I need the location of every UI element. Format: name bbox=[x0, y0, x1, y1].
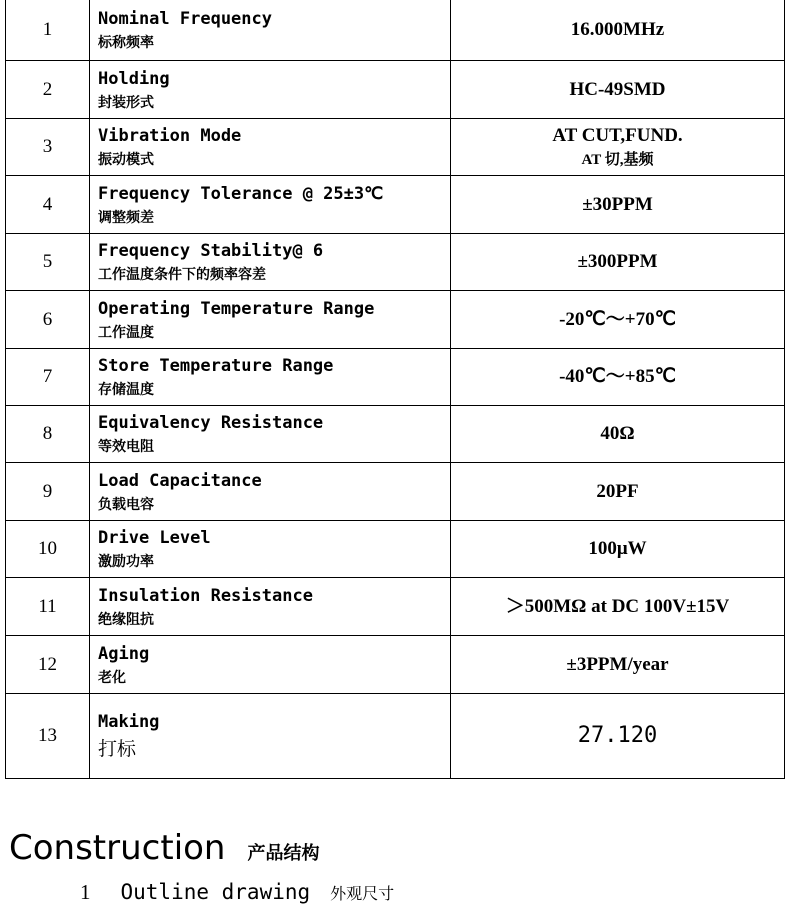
construction-title: Construction bbox=[9, 828, 226, 868]
parameter-cell bbox=[90, 636, 451, 694]
parameter-name-en: Equivalency Resistance bbox=[98, 413, 324, 433]
table-row bbox=[6, 694, 785, 779]
parameter-name-cn: 存储温度 bbox=[98, 382, 154, 398]
parameter-name-cn: 调整频差 bbox=[98, 209, 154, 226]
value-line: AT CUT,FUND. bbox=[552, 125, 683, 146]
table-row bbox=[6, 0, 785, 61]
table-row bbox=[6, 176, 785, 234]
parameter-cell bbox=[90, 234, 451, 291]
parameter-value bbox=[451, 521, 785, 578]
parameter-name-en: Making bbox=[98, 712, 160, 732]
parameter-name-en: Store Temperature Range bbox=[98, 356, 334, 376]
parameter-cell bbox=[90, 463, 451, 521]
construction-heading bbox=[9, 828, 319, 868]
parameter-cell bbox=[90, 119, 451, 176]
parameter-value bbox=[451, 61, 785, 119]
parameter-name-cn: 工作温度 bbox=[98, 324, 154, 341]
parameter-name-en: Drive Level bbox=[98, 528, 211, 548]
parameter-cell bbox=[90, 578, 451, 636]
parameter-cell bbox=[90, 349, 451, 406]
row-number: 8 bbox=[6, 406, 90, 463]
row-number: 5 bbox=[6, 234, 90, 291]
table-row bbox=[6, 578, 785, 636]
value-line: 40Ω bbox=[600, 423, 635, 444]
table-row bbox=[6, 119, 785, 176]
outline-drawing-item bbox=[80, 880, 394, 905]
value-line: ±3PPM/year bbox=[566, 653, 669, 675]
value-line: AT 切,基频 bbox=[581, 152, 654, 168]
outline-number: 1 bbox=[80, 880, 91, 904]
parameter-name-en: Aging bbox=[98, 643, 150, 664]
parameter-value bbox=[451, 176, 785, 234]
parameter-name-cn: 负载电容 bbox=[98, 496, 154, 513]
row-number: 6 bbox=[6, 291, 90, 349]
outline-label: Outline drawing bbox=[120, 880, 311, 904]
value-line: 16.000MHz bbox=[570, 18, 665, 40]
table-row bbox=[6, 636, 785, 694]
value-line: ±300PPM bbox=[577, 251, 658, 272]
parameter-cell bbox=[90, 176, 451, 234]
row-number: 3 bbox=[6, 119, 90, 176]
value-line: 100μW bbox=[588, 538, 647, 559]
parameter-value bbox=[451, 119, 785, 176]
parameter-cell bbox=[90, 694, 451, 779]
parameter-value bbox=[451, 578, 785, 636]
parameter-value bbox=[451, 463, 785, 521]
parameter-cell bbox=[90, 291, 451, 349]
value-line: ±30PPM bbox=[582, 193, 653, 215]
parameter-name-cn: 工作温度条件下的频率容差 bbox=[98, 267, 266, 283]
value-line: HC-49SMD bbox=[569, 78, 666, 100]
outline-label-cn: 外观尺寸 bbox=[330, 884, 395, 903]
table-row bbox=[6, 463, 785, 521]
parameter-cell bbox=[90, 521, 451, 578]
parameter-name-cn: 激励功率 bbox=[98, 554, 154, 570]
parameter-cell bbox=[90, 0, 451, 61]
parameter-name-en: Frequency Tolerance @ 25±3℃ bbox=[98, 183, 384, 204]
parameter-name-cn: 打标 bbox=[98, 738, 137, 760]
parameter-name-en: Load Capacitance bbox=[98, 470, 262, 491]
construction-title-cn: 产品结构 bbox=[247, 843, 320, 864]
parameter-name-en: Frequency Stability@ 6 bbox=[98, 241, 324, 261]
row-number: 2 bbox=[6, 61, 90, 119]
parameter-name-en: Insulation Resistance bbox=[98, 585, 313, 606]
table-row bbox=[6, 61, 785, 119]
row-number: 13 bbox=[6, 694, 90, 779]
table-row bbox=[6, 406, 785, 463]
parameter-value bbox=[451, 694, 785, 779]
parameter-value bbox=[451, 406, 785, 463]
table-row bbox=[6, 349, 785, 406]
parameter-value bbox=[451, 234, 785, 291]
row-number: 4 bbox=[6, 176, 90, 234]
parameter-value bbox=[451, 636, 785, 694]
parameter-name-cn: 绝缘阻抗 bbox=[98, 611, 154, 628]
table-row bbox=[6, 291, 785, 349]
value-line: -20℃～+70℃ bbox=[559, 308, 676, 330]
row-number: 12 bbox=[6, 636, 90, 694]
parameter-name-cn: 封装形式 bbox=[98, 94, 154, 111]
table-row bbox=[6, 521, 785, 578]
row-number: 9 bbox=[6, 463, 90, 521]
row-number: 1 bbox=[6, 0, 90, 61]
parameter-name-cn: 振动模式 bbox=[98, 152, 154, 168]
row-number: 10 bbox=[6, 521, 90, 578]
parameter-name-cn: 老化 bbox=[98, 669, 126, 686]
value-line: ＞500MΩ at DC 100V±15V bbox=[505, 595, 730, 617]
parameter-value bbox=[451, 291, 785, 349]
spec-table bbox=[5, 0, 785, 779]
parameter-name-en: Nominal Frequency bbox=[98, 8, 272, 29]
row-number: 7 bbox=[6, 349, 90, 406]
parameter-name-cn: 等效电阻 bbox=[98, 439, 154, 455]
parameter-value bbox=[451, 0, 785, 61]
parameter-cell bbox=[90, 61, 451, 119]
value-line: 20PF bbox=[596, 480, 639, 502]
parameter-name-cn: 标称频率 bbox=[98, 34, 154, 51]
parameter-name-en: Operating Temperature Range bbox=[98, 298, 375, 319]
value-line: 27.120 bbox=[577, 723, 658, 748]
parameter-name-en: Holding bbox=[98, 68, 170, 89]
value-line: -40℃～+85℃ bbox=[559, 366, 676, 387]
parameter-name-en: Vibration Mode bbox=[98, 126, 242, 146]
parameter-value bbox=[451, 349, 785, 406]
parameter-cell bbox=[90, 406, 451, 463]
table-row bbox=[6, 234, 785, 291]
row-number: 11 bbox=[6, 578, 90, 636]
